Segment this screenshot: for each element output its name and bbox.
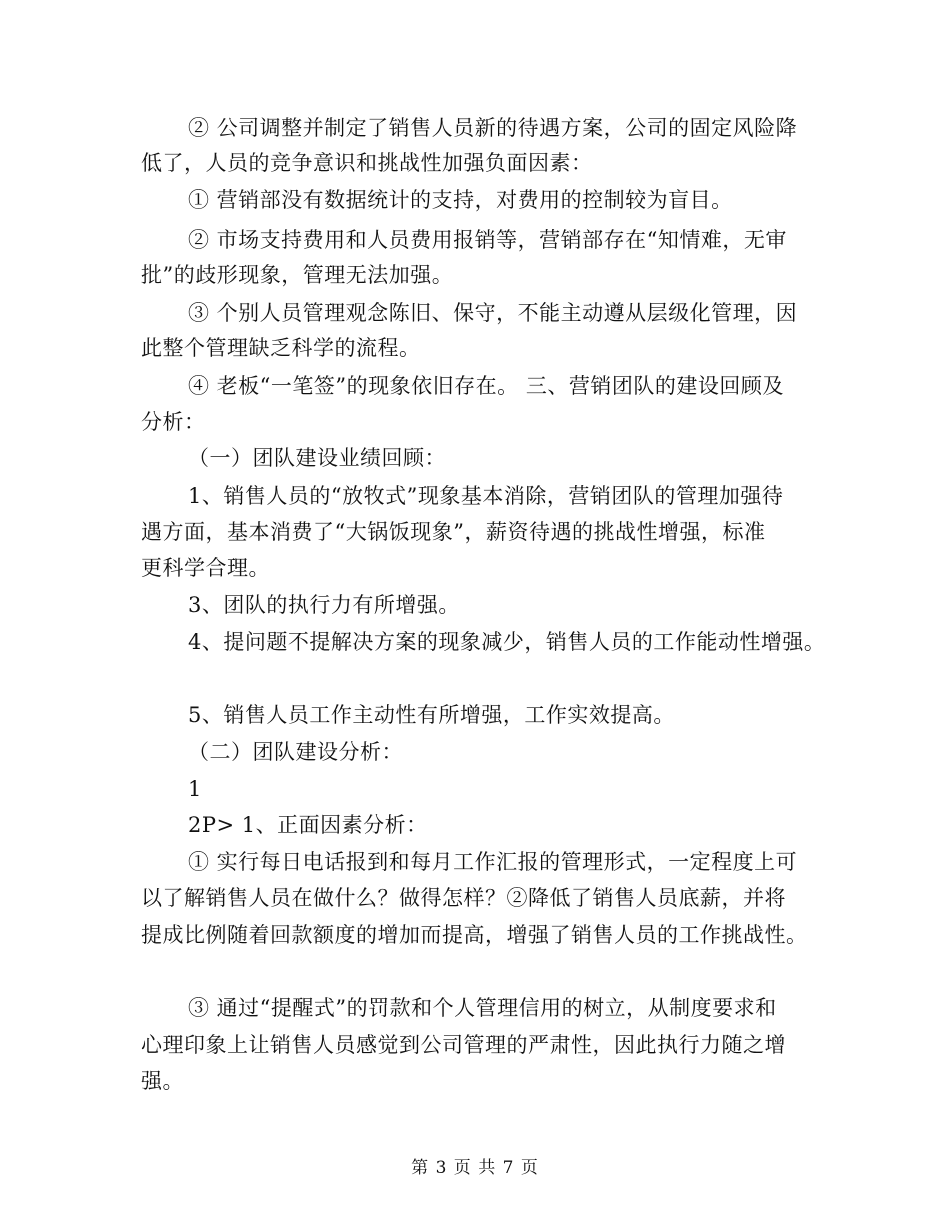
text-line: ③ 通过“提醒式”的罚款和个人管理信用的树立，从制度要求和 [188,996,777,1020]
text-line: （一）团队建设业绩回顾： [188,446,446,470]
text-line: ② 市场支持费用和人员费用报销等，营销部存在“知情难，无审 [188,228,787,252]
text-line: 5、销售人员工作主动性有所增强，工作实效提高。 [188,703,675,727]
text-line: 更科学合理。 [141,556,270,580]
text-line: 此整个管理缺乏科学的流程。 [141,336,421,360]
text-line: 3、团队的执行力有所增强。 [188,593,460,617]
text-line: 低了，人员的竞争意识和挑战性加强负面因素： [141,151,593,175]
text-line: 提成比例随着回款额度的增加而提高，增强了销售人员的工作挑战性。 [141,923,808,947]
text-line: ④ 老板“一笔签”的现象依旧存在。 三、营销团队的建设回顾及 [188,374,784,398]
text-line: 心理印象上让销售人员感觉到公司管理的严肃性，因此执行力随之增 [141,1033,786,1057]
text-line: 分析： [141,410,206,434]
text-line: ③ 个别人员管理观念陈旧、保守，不能主动遵从层级化管理，因 [188,301,798,325]
text-line: 1 [188,777,202,801]
text-line: ① 实行每日电话报到和每月工作汇报的管理形式，一定程度上可 [188,850,798,874]
text-line: 1、销售人员的“放牧式”现象基本消除，营销团队的管理加强待 [188,484,784,508]
text-line: ① 营销部没有数据统计的支持，对费用的控制较为盲目。 [188,188,733,212]
text-line: 批”的歧形现象，管理无法加强。 [141,263,454,287]
text-line: 遇方面，基本消费了“大锅饭现象”，薪资待遇的挑战性增强，标准 [141,520,766,544]
page-footer: 第 3 页 共 7 页 [411,1158,539,1178]
text-line: ② 公司调整并制定了销售人员新的待遇方案，公司的固定风险降 [188,116,798,140]
text-line: 以了解销售人员在做什么？做得怎样？②降低了销售人员底薪，并将 [141,886,786,910]
text-line: 2P> 1、正面因素分析： [188,813,428,837]
text-line: （二）团队建设分析： [188,740,403,764]
text-line: 4、提问题不提解决方案的现象减少，销售人员的工作能动性增强。 [188,630,826,654]
text-line: 强。 [141,1069,184,1093]
